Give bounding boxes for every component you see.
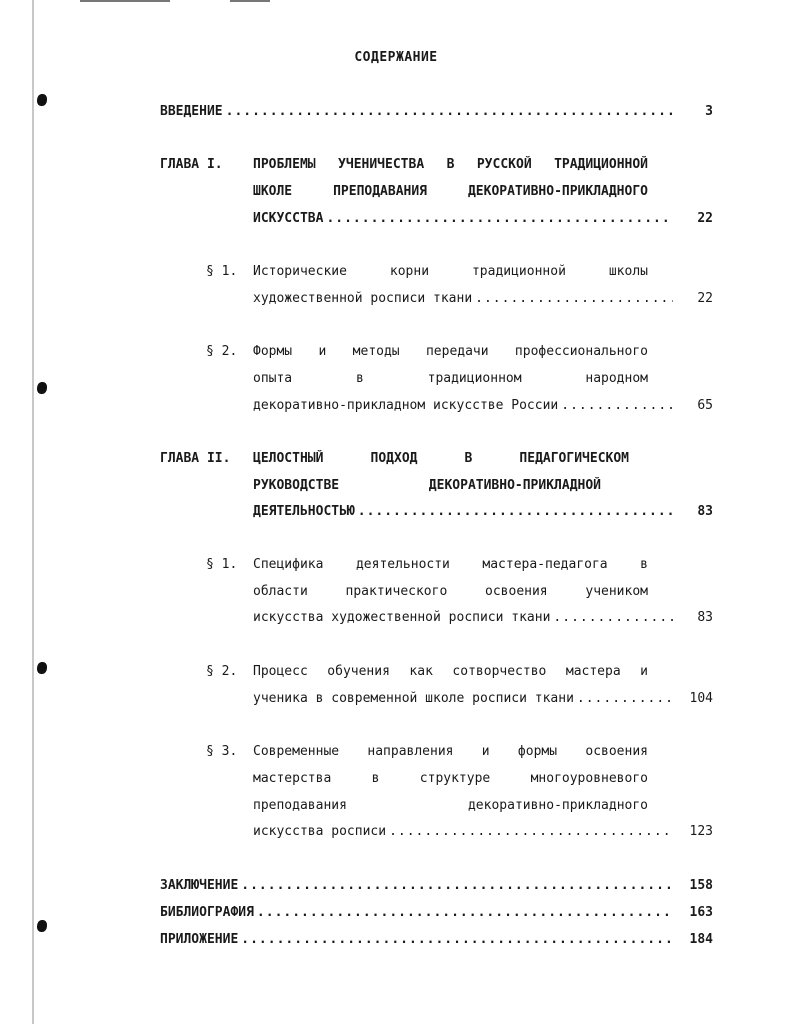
chapter-title-line: ЦЕЛОСТНЫЙ ПОДХОД В ПЕДАГОГИЧЕСКОМ	[253, 451, 629, 466]
toc-chapter-2-last-line	[253, 503, 713, 521]
section-title-line: опыта в традиционном народном	[253, 371, 648, 386]
toc-page-number: 104	[689, 691, 713, 706]
section-title-line: преподавания декоративно-прикладного	[253, 798, 648, 813]
dot-leader	[326, 210, 673, 228]
toc-chapter-1-last-line	[253, 210, 713, 228]
toc-entry-bibliography	[160, 904, 713, 922]
toc-section-2-3-line-3	[0, 797, 792, 815]
toc-chapter-2-line-2	[0, 477, 792, 495]
toc-page-number: 3	[705, 104, 713, 119]
binding-hole-mark	[37, 920, 47, 932]
toc-chapter-1	[0, 156, 792, 174]
section-title-line: художественной росписи ткани	[253, 291, 473, 306]
binding-hole-mark	[37, 94, 47, 106]
toc-section-2-1-line-2	[0, 583, 792, 601]
section-title-line: Специфика деятельности мастера-педагога в	[253, 557, 648, 572]
section-title-line: искусства росписи	[253, 824, 387, 839]
section-number: § 3.	[206, 744, 238, 759]
section-number: § 2.	[206, 664, 238, 679]
toc-section-2-1-last-line	[253, 609, 713, 627]
section-title-line: мастерства в структуре многоуровневого	[253, 771, 648, 786]
toc-entry-conclusion	[160, 877, 713, 895]
dot-leader	[226, 103, 673, 121]
chapter-label: ГЛАВА I.	[160, 157, 223, 172]
toc-entry-label: ЗАКЛЮЧЕНИЕ	[160, 878, 239, 893]
toc-entry-appendix	[160, 931, 713, 949]
toc-page-number: 184	[689, 932, 713, 947]
section-number: § 2.	[206, 344, 238, 359]
dot-leader	[553, 609, 673, 627]
toc-entry-label: ВВЕДЕНИЕ	[160, 104, 223, 119]
chapter-title-line: ДЕЯТЕЛЬНОСТЬЮ	[253, 504, 355, 519]
section-title-line: Формы и методы передачи профессионального	[253, 344, 648, 359]
chapter-title-line: РУКОВОДСТВЕ ДЕКОРАТИВНО-ПРИКЛАДНОЙ	[253, 478, 601, 493]
toc-page-number: 65	[697, 398, 713, 413]
scan-top-mark	[80, 0, 170, 2]
section-title-line: искусства художественной росписи ткани	[253, 610, 551, 625]
section-title-line: Процесс обучения как сотворчество мастера и	[253, 664, 648, 679]
section-title-line: ученика в современной школе росписи ткани	[253, 691, 574, 706]
page-title: СОДЕРЖАНИЕ	[354, 50, 438, 65]
toc-section-2-3	[0, 743, 792, 761]
dot-leader	[475, 290, 673, 308]
toc-chapter-2	[0, 450, 792, 468]
toc-section-2-1	[0, 556, 792, 574]
toc-page-number: 163	[689, 905, 713, 920]
toc-page-number: 83	[697, 504, 713, 519]
section-number: § 1.	[206, 557, 238, 572]
dot-leader	[241, 931, 673, 949]
dot-leader	[257, 904, 673, 922]
section-number: § 1.	[206, 264, 238, 279]
dot-leader	[389, 823, 673, 841]
section-title-line: Современные направления и формы освоения	[253, 744, 648, 759]
scan-edge-line	[32, 0, 34, 1024]
dot-leader	[577, 690, 673, 708]
section-title-line: области практического освоения учеником	[253, 584, 648, 599]
dot-leader	[241, 877, 673, 895]
chapter-title-line: ПРОБЛЕМЫ УЧЕНИЧЕСТВА В РУССКОЙ ТРАДИЦИОННОЙ	[253, 157, 648, 172]
scan-top-mark	[230, 0, 270, 2]
toc-chapter-1-line-2	[0, 183, 792, 201]
toc-section-2-3-last-line	[253, 823, 713, 841]
dot-leader	[358, 503, 673, 521]
toc-section-1-2-last-line	[253, 397, 713, 415]
toc-section-2-2-last-line	[253, 690, 713, 708]
toc-page-number: 83	[697, 610, 713, 625]
toc-section-1-1	[0, 263, 792, 281]
toc-page-number: 22	[697, 291, 713, 306]
toc-section-1-2	[0, 343, 792, 361]
toc-entry-intro	[160, 103, 713, 121]
section-title-line: Исторические корни традиционной школы	[253, 264, 648, 279]
toc-page-number: 123	[689, 824, 713, 839]
chapter-title-line: ШКОЛЕ ПРЕПОДАВАНИЯ ДЕКОРАТИВНО-ПРИКЛАДНОГО	[253, 184, 648, 199]
toc-section-2-3-line-2	[0, 770, 792, 788]
chapter-label: ГЛАВА II.	[160, 451, 231, 466]
toc-entry-label: БИБЛИОГРАФИЯ	[160, 905, 254, 920]
toc-section-2-2	[0, 663, 792, 681]
toc-section-1-2-line-2	[0, 370, 792, 388]
toc-page-number: 22	[697, 211, 713, 226]
section-title-line: декоративно-прикладном искусстве России	[253, 398, 559, 413]
chapter-title-line: ИСКУССТВА	[253, 211, 324, 226]
toc-page-number: 158	[689, 878, 713, 893]
toc-section-1-1-last-line	[253, 290, 713, 308]
dot-leader	[561, 397, 673, 415]
toc-entry-label: ПРИЛОЖЕНИЕ	[160, 932, 239, 947]
